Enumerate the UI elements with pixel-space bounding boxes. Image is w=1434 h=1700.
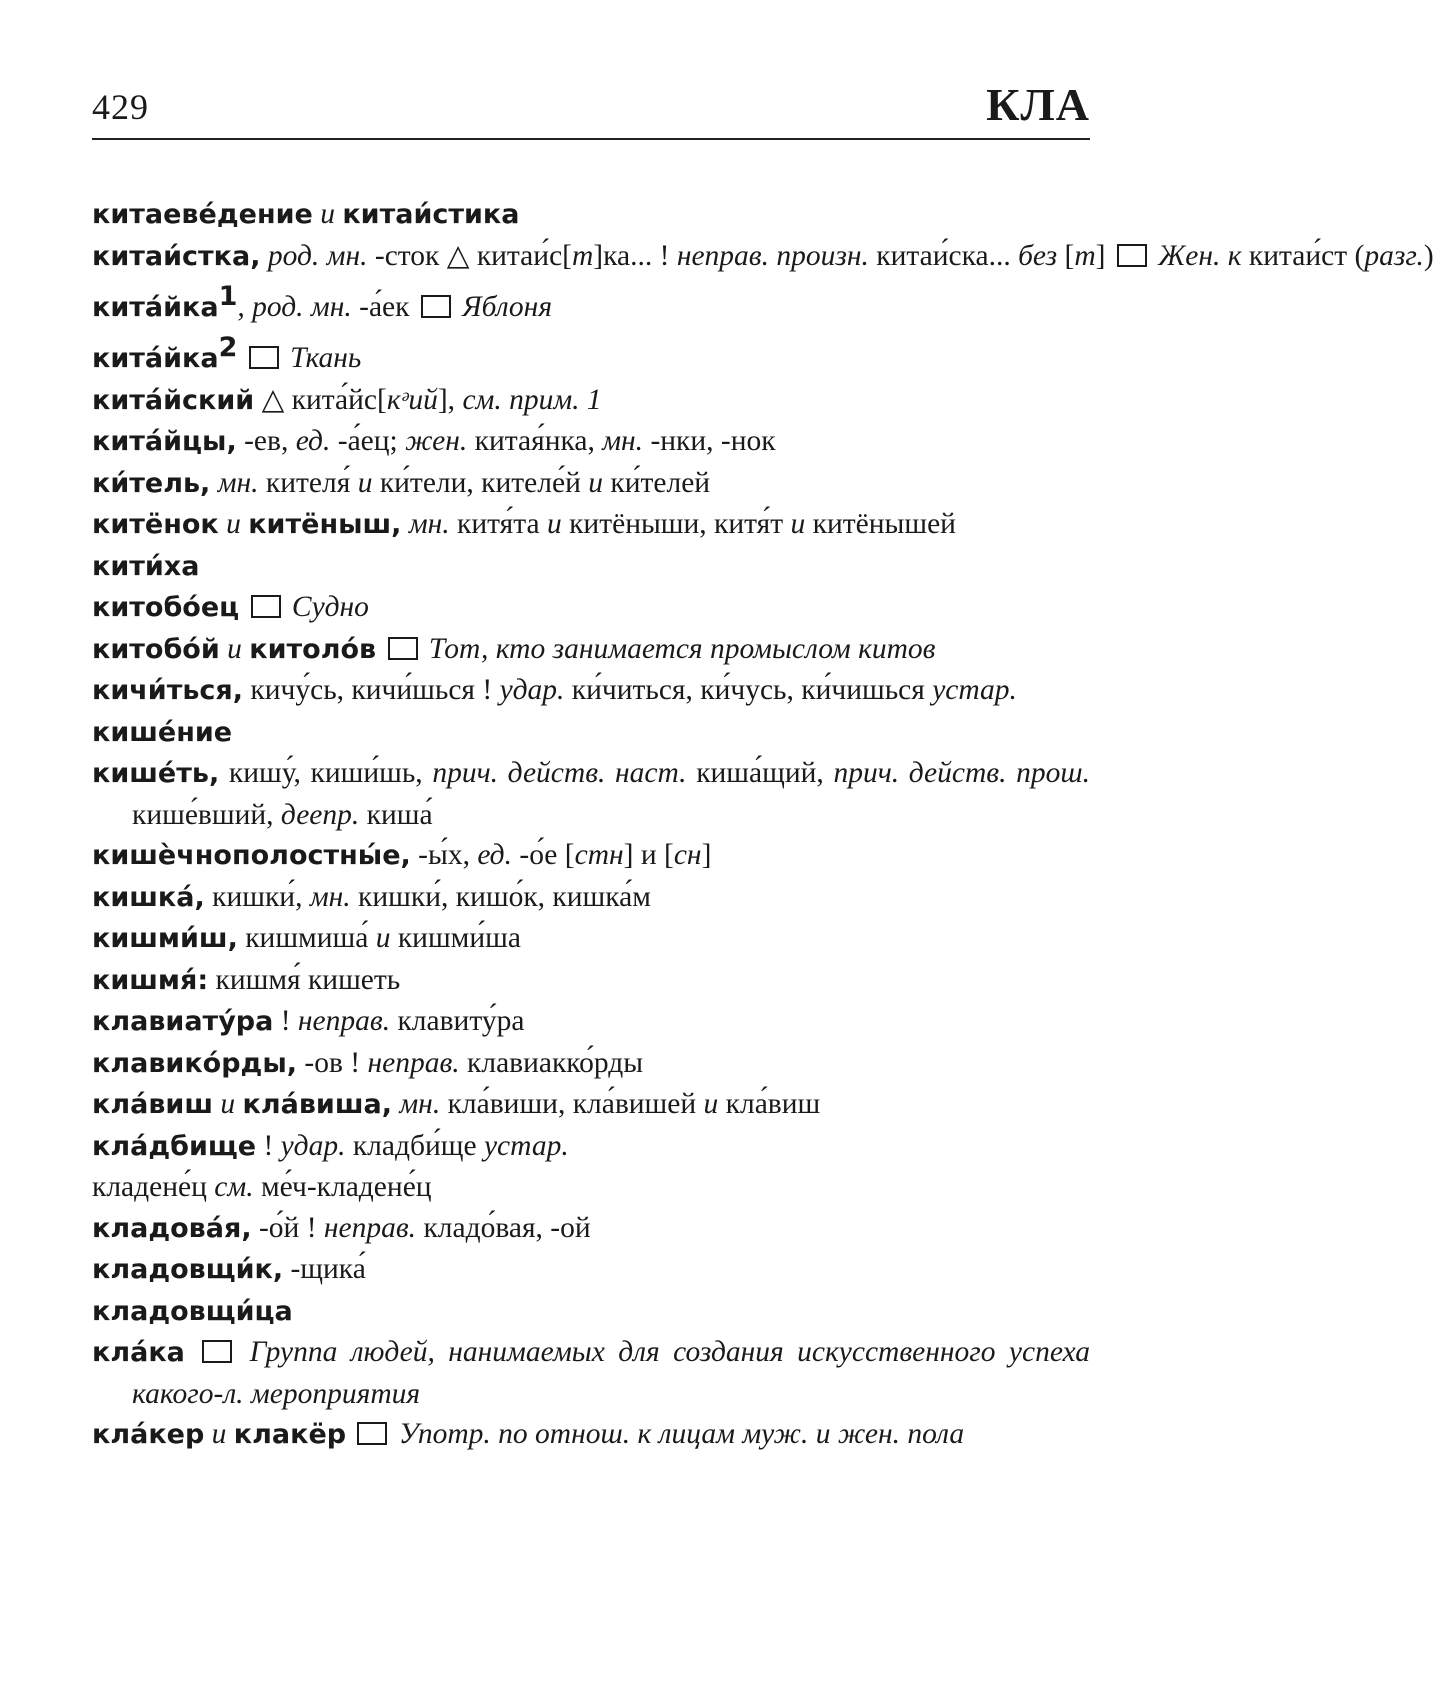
entry-text: кишмя́ кишеть <box>208 963 401 996</box>
headword: кла́дбище <box>92 1130 257 1162</box>
entry-text: -о́е [ <box>512 839 575 872</box>
label-italic: неправ. <box>367 1046 460 1079</box>
label-italic: устар. <box>483 1129 569 1162</box>
entry-text: ки́читься, ки́чусь, ки́чишься <box>564 674 933 707</box>
label-italic: ед. <box>477 839 512 872</box>
entry-text: кишу́, киши́шь, <box>219 757 433 790</box>
dictionary-entry <box>92 1001 1090 1043</box>
entry-text <box>185 1336 198 1368</box>
running-head: КЛА <box>986 79 1090 130</box>
headword: ки́тель, <box>92 467 211 499</box>
entry-text: кладби́ще <box>345 1129 484 1162</box>
entry-text: ! <box>256 1129 281 1162</box>
dictionary-entry <box>92 960 1090 1002</box>
label-italic: и <box>204 1418 234 1451</box>
entry-text: ], <box>437 383 463 416</box>
headword: клавико́рды, <box>92 1047 298 1079</box>
entry-text: китаи́ска... <box>868 239 1019 272</box>
label-italic: без <box>1018 239 1058 272</box>
entry-text: ) <box>1423 239 1434 272</box>
headword: китаеве́дение <box>92 199 313 230</box>
label-italic: прич. действ. прош. <box>833 757 1091 790</box>
entry-text: китаи́ст ( <box>1241 239 1365 272</box>
headword: кише́ние <box>92 716 233 748</box>
label-italic: мн. <box>391 1088 441 1121</box>
label-italic: Группа людей, нанимаемых для создания искусственного успеха какого-л. мероприятия <box>132 1336 1091 1410</box>
label-italic: , род. мн. <box>237 290 360 323</box>
entry-text: киша́ <box>359 798 433 831</box>
label-italic: и <box>546 508 562 541</box>
label-italic: т <box>571 239 594 272</box>
homonym-number: 1 <box>218 281 238 312</box>
dictionary-entries <box>92 194 1434 1456</box>
label-italic: и <box>312 198 343 230</box>
page-header <box>92 78 1090 140</box>
entry-text: китёныши, китя́т <box>561 508 791 541</box>
headword: кита́йка <box>92 291 219 323</box>
entry-text: ! <box>273 1005 298 1038</box>
label-italic: и <box>790 508 806 541</box>
dictionary-entry <box>92 328 1090 379</box>
dictionary-entry <box>92 504 1090 546</box>
entry-text: △ кита́йс[ <box>254 383 387 416</box>
label-italic: Тот, кто занимается промыслом китов <box>421 632 936 665</box>
headword: кита́йка <box>92 343 219 375</box>
entry-text: китёнышей <box>805 508 956 541</box>
headword: кичи́ться, <box>92 675 244 707</box>
dictionary-entry <box>92 670 1090 712</box>
dictionary-entry <box>92 1332 1090 1414</box>
headword: кишмя́: <box>92 964 209 996</box>
label-italic: стн <box>574 839 624 872</box>
entry-text: -ев, <box>236 425 296 458</box>
headword: китёныш, <box>248 509 402 541</box>
entry-text: кишки́, кишо́к, кишка́м <box>350 880 651 913</box>
label-italic: Употр. по отнош. к лицам муж. и жен. пола <box>391 1418 965 1451</box>
label-italic: устар. <box>932 674 1017 707</box>
label-italic: Жен. к <box>1150 239 1242 272</box>
entry-text: киша́щий, <box>686 757 834 790</box>
label-italic: т <box>1074 239 1096 272</box>
entry-text: кичу́сь, кичи́шься ! <box>243 674 500 707</box>
dictionary-entry <box>92 712 1090 754</box>
dictionary-entry <box>92 380 1090 422</box>
headword: кита́йский <box>92 384 255 416</box>
headword: кишка́, <box>92 881 205 913</box>
entry-text: ки́телей <box>603 466 711 499</box>
label-italic: удар. <box>280 1129 346 1162</box>
label-italic: и <box>213 1088 243 1121</box>
headword: кладовщи́ца <box>92 1295 293 1327</box>
entry-text: [ <box>1057 239 1075 272</box>
label-italic: и <box>703 1088 719 1121</box>
headword: китоло́в <box>249 633 377 665</box>
entry-text: клавиту́ра <box>390 1005 525 1038</box>
entry-text <box>237 342 244 374</box>
entry-text: кише́вший, <box>132 798 281 831</box>
dictionary-entry <box>92 587 1090 629</box>
label-italic: неправ. <box>323 1211 417 1244</box>
entry-text: кла́виши, кла́вишей <box>440 1088 704 1121</box>
headword: китаи́стика <box>342 199 520 230</box>
label-italic: см. прим. 1 <box>462 383 602 416</box>
entry-text: кителя́ <box>258 466 358 499</box>
entry-text: китя́та <box>449 508 547 541</box>
headword: кладова́я, <box>92 1212 252 1244</box>
headword: кише́ть, <box>92 758 220 790</box>
label-italic: разг. <box>1364 239 1424 272</box>
label-italic: род. мн. <box>260 239 375 272</box>
dictionary-entry <box>92 546 1090 588</box>
headword: клакёр <box>233 1419 347 1451</box>
entry-text: -о́й ! <box>251 1211 324 1244</box>
label-italic: неправ. <box>297 1005 391 1038</box>
definition-box-icon <box>1117 244 1147 267</box>
entry-text: ] и [ <box>623 839 674 872</box>
headword: кла́ка <box>92 1337 185 1369</box>
headword: китобо́й <box>92 633 220 665</box>
entry-text: -ы́х, <box>410 839 478 872</box>
entry-text: -а́ек <box>359 290 417 323</box>
definition-box-icon <box>251 595 281 618</box>
label-italic: и <box>357 466 373 499</box>
dictionary-entry <box>92 1167 1090 1208</box>
entry-text: кишки́, <box>204 880 310 913</box>
dictionary-entry <box>92 463 1090 505</box>
entry-text: -сток △ китаи́с[ <box>374 239 572 272</box>
entry-text: кишми́ша <box>390 922 521 955</box>
headword: кишми́ш, <box>92 923 238 955</box>
label-italic: ед. <box>295 425 331 458</box>
label-italic: жен. <box>405 425 468 458</box>
headword: кити́ха <box>92 550 200 582</box>
definition-box-icon <box>202 1340 232 1363</box>
entry-text: -ов ! <box>297 1046 368 1079</box>
dictionary-entry <box>92 421 1090 463</box>
entry-text: ] <box>701 839 712 872</box>
headword: кла́виш <box>92 1089 213 1121</box>
label-italic: мн. <box>309 880 351 913</box>
label-italic: мн. <box>401 508 450 541</box>
label-italic: Ткань <box>282 342 362 375</box>
label-italic: сн <box>673 839 702 872</box>
entry-text: китая́нка, <box>467 425 603 458</box>
dictionary-entry <box>92 277 1090 328</box>
dictionary-entry <box>92 877 1090 919</box>
dictionary-entry <box>92 918 1090 960</box>
entry-text: -щика́ <box>283 1253 366 1286</box>
entry-text: клавиакко́рды <box>459 1046 644 1079</box>
headword: китаи́стка, <box>92 240 261 272</box>
dictionary-entry <box>92 236 1434 278</box>
dictionary-entry <box>92 1414 1090 1456</box>
dictionary-entry <box>92 1249 1090 1291</box>
entry-text: кишмиша́ <box>237 922 376 955</box>
label-italic: деепр. <box>280 798 360 831</box>
label-italic: и <box>588 466 604 499</box>
headword: китёнок <box>92 509 219 541</box>
label-italic: кᵊий <box>386 383 438 416</box>
dictionary-entry <box>92 753 1090 835</box>
label-italic: и <box>218 508 249 541</box>
dictionary-entry <box>92 629 1090 671</box>
headword: кишѐчнополостны́е, <box>92 840 411 872</box>
headword: китобо́ец <box>92 592 240 624</box>
headword: кла́виша, <box>242 1089 392 1121</box>
label-italic: прич. действ. наст. <box>432 757 687 790</box>
label-italic: мн. <box>602 425 644 458</box>
label-italic: удар. <box>499 674 565 707</box>
entry-text: кладо́вая, -ой <box>416 1211 591 1244</box>
label-italic: см. <box>214 1171 254 1204</box>
entry-text: ]ка... ! <box>593 239 677 272</box>
label-italic: и <box>375 922 391 955</box>
label-italic: неправ. произн. <box>676 239 869 272</box>
headword: кладовщи́к, <box>92 1254 284 1286</box>
dictionary-entry <box>92 1084 1090 1126</box>
entry-text: ки́тели, кителе́й <box>372 466 589 499</box>
entry-text: -нки, -нок <box>643 425 776 458</box>
definition-box-icon <box>388 637 418 660</box>
entry-text: кладене́ц <box>92 1171 215 1204</box>
dictionary-entry <box>92 1043 1090 1085</box>
definition-box-icon <box>249 346 279 369</box>
entry-text: ме́ч-кладене́ц <box>253 1171 432 1204</box>
dictionary-entry <box>92 194 1090 236</box>
dictionary-entry <box>92 1291 1090 1333</box>
headword: кла́кер <box>92 1419 205 1451</box>
definition-box-icon <box>357 1422 387 1445</box>
dictionary-entry <box>92 1208 1090 1250</box>
label-italic: Судно <box>284 591 369 624</box>
definition-box-icon <box>421 295 451 318</box>
entry-text <box>376 633 383 665</box>
page-number: 429 <box>92 87 149 127</box>
headword: кита́йцы, <box>92 426 237 458</box>
entry-text <box>346 1418 353 1450</box>
homonym-number: 2 <box>218 332 238 364</box>
dictionary-entry <box>92 1126 1090 1168</box>
label-italic: Яблоня <box>454 290 553 323</box>
dictionary-entry <box>92 835 1090 877</box>
entry-text: -а́ец; <box>330 425 406 458</box>
label-italic: и <box>219 632 250 665</box>
entry-text: кла́виш <box>718 1088 821 1121</box>
entry-text <box>239 591 246 623</box>
label-italic: мн. <box>210 466 259 499</box>
headword: клавиату́ра <box>92 1006 274 1038</box>
entry-text: ] <box>1095 239 1113 272</box>
